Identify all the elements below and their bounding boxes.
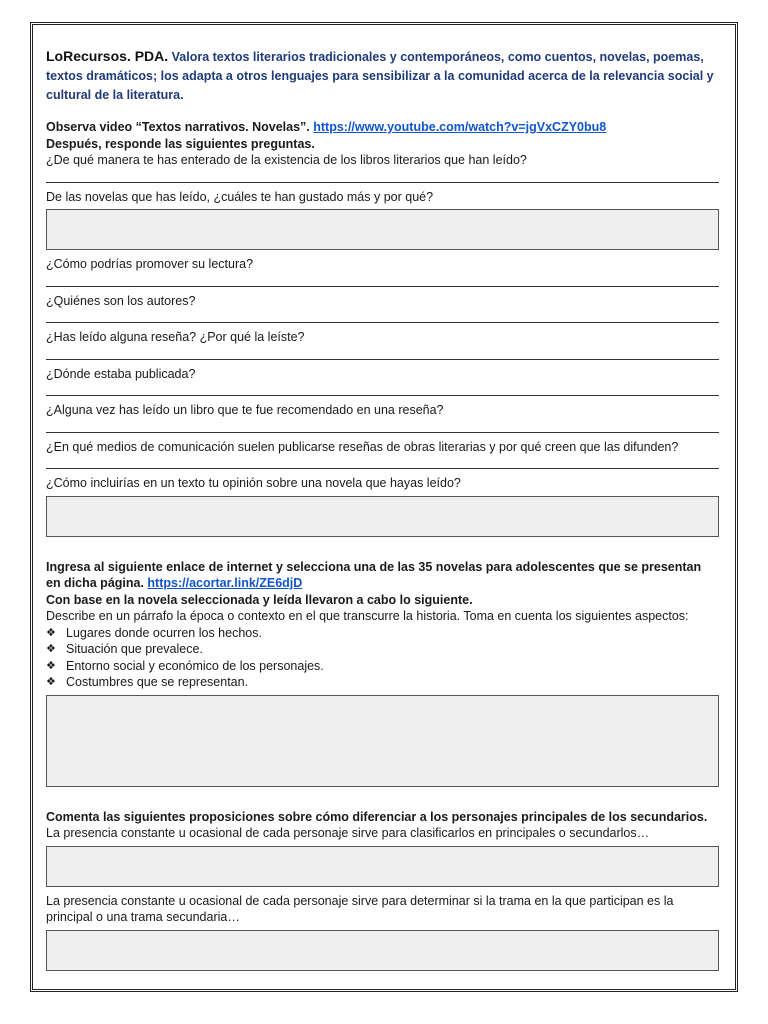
question-6: ¿Dónde estaba publicada? [46,366,196,381]
answer-line-4[interactable] [46,309,719,323]
worksheet [46,48,719,977]
answer-line-7[interactable] [46,419,719,433]
proposition-1: La presencia constante u ocasional de cada personaje sirve para clasificarlos en principales o secundarlos… [46,826,650,840]
aspects-list [46,625,719,691]
answer-line-6[interactable] [46,382,719,396]
describe-instruction: Describe en un párrafo la época o contexto en el que transcurre la historia. Toma en cuenta los siguientes aspectos: [46,609,689,623]
question-8: ¿En qué medios de comunicación suelen publicarse reseñas de obras literarias y por qué creen que las difunden? [46,439,679,454]
diamond-bullet-icon: ❖ [46,626,56,639]
diamond-bullet-icon: ❖ [46,659,56,672]
list-item: ❖ Lugares donde ocurren los hechos. [46,625,262,640]
question-1: ¿De qué manera te has enterado de la existencia de los libros literarios que han leído? [46,153,527,167]
video-link[interactable]: https://www.youtube.com/watch?v=jgVxCZY0bu8 [313,120,607,134]
list-item: ❖ Costumbres que se representan. [46,675,249,689]
proposition-2: La presencia constante u ocasional de cada personaje sirve para determinar si la trama en la que participan es la principal o una trama secundaria… [46,893,674,924]
question-4: ¿Quiénes son los autores? [46,293,196,308]
list-item: ❖ Situación que prevalece. [46,642,203,656]
pda-description: Valora textos literarios tradicionales y contemporáneos, como cuentos, novelas, poemas, textos dramáticos; los adapta a otros lenguajes para sensibilizar a la comunidad acerca de la relevancia social y cultural de la literatura. [46,50,714,102]
proposition-1-answer-box[interactable] [46,846,719,887]
answer-line-1[interactable] [46,169,719,183]
context-answer-box[interactable] [46,695,719,787]
proposition-2-answer-box[interactable] [46,930,719,971]
question-5: ¿Has leído alguna reseña? ¿Por qué la leíste? [46,330,305,344]
section-video-questions [46,119,719,537]
question-3: ¿Cómo podrías promover su lectura? [46,257,254,271]
question-9: ¿Cómo incluirías en un texto tu opinión sobre una novela que hayas leído? [46,476,461,490]
characters-title: Comenta las siguientes proposiciones sobre cómo diferenciar a los personajes principales de los secundarios. [46,809,708,824]
answer-line-8[interactable] [46,455,719,469]
novel-instruction: Ingresa al siguiente enlace de internet y selecciona una de las 35 novelas para adolescentes que se presentan en dicha página. [46,559,702,590]
brand-title: LoRecursos. PDA. [46,48,169,64]
diamond-bullet-icon: ❖ [46,643,56,655]
novel-base-instruction: Con base en la novela seleccionada y leída llevaron a cabo lo siguiente. [46,592,473,607]
question-7: ¿Alguna vez has leído un libro que te fue recomendado en una reseña? [46,403,444,417]
answer-line-5[interactable] [46,346,719,360]
diamond-bullet-icon: ❖ [46,676,56,688]
video-instruction: Observa video “Textos narrativos. Novelas”. [46,120,310,134]
novel-link[interactable]: https://acortar.link/ZE6djD [147,576,303,590]
section-novel-context [46,559,719,787]
section-characters [46,809,719,971]
header [46,48,719,105]
answer-box-2[interactable] [46,209,719,250]
after-instruction: Después, responde las siguientes preguntas. [46,136,315,151]
answer-box-9[interactable] [46,496,719,537]
answer-line-3[interactable] [46,273,719,287]
list-item: ❖ Entorno social y económico de los personajes. [46,658,324,673]
question-2: De las novelas que has leído, ¿cuáles te han gustado más y por qué? [46,189,434,204]
